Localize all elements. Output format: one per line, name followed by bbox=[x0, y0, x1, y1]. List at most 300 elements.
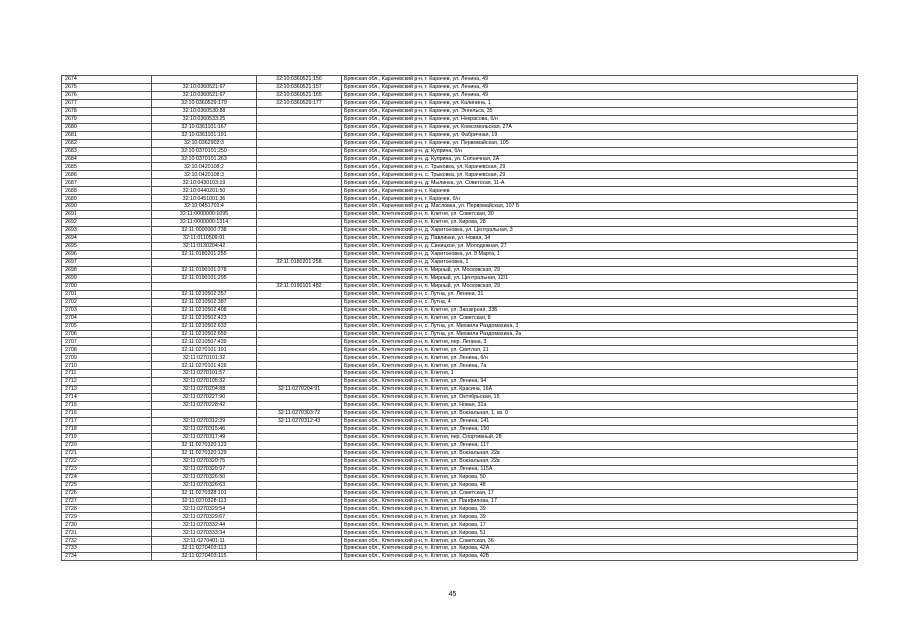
related-cadastral-number-cell bbox=[257, 250, 342, 258]
cadastral-number-cell bbox=[152, 410, 257, 418]
cadastral-number-cell: 32:11:0270328:101 bbox=[152, 489, 257, 497]
row-number-cell: 2712 bbox=[62, 378, 152, 386]
cadastral-number-cell: 32:11:0270204:88 bbox=[152, 386, 257, 394]
related-cadastral-number-cell bbox=[257, 370, 342, 378]
row-number-cell: 2732 bbox=[62, 537, 152, 545]
row-number-cell: 2730 bbox=[62, 521, 152, 529]
cadastral-number-cell: 32:10:0361101:191 bbox=[152, 131, 257, 139]
address-cell: Брянская обл., Карачевский р-н, д. Куприна, б/н bbox=[342, 147, 858, 155]
related-cadastral-number-cell bbox=[257, 219, 342, 227]
cadastral-number-cell: 32:10:0420108:3 bbox=[152, 171, 257, 179]
table-row bbox=[62, 378, 858, 386]
cadastral-number-cell: 32:11:0270317:49 bbox=[152, 433, 257, 441]
row-number-cell: 2702 bbox=[62, 298, 152, 306]
row-number-cell: 2678 bbox=[62, 107, 152, 115]
table-row bbox=[62, 417, 858, 425]
address-cell: Брянская обл., Карачевский р-н, г. Карачев bbox=[342, 187, 858, 195]
cadastral-number-cell: 32:11:0130204:42 bbox=[152, 243, 257, 251]
row-number-cell: 2690 bbox=[62, 203, 152, 211]
related-cadastral-number-cell bbox=[257, 155, 342, 163]
cadastral-number-cell: 32:11:0210502:408 bbox=[152, 306, 257, 314]
table-row bbox=[62, 505, 858, 513]
cadastral-number-cell: 32:11:0270403:115 bbox=[152, 553, 257, 561]
cadastral-number-cell: 32:11:0210502:357 bbox=[152, 290, 257, 298]
address-cell: Брянская обл., Клетнянский р-н, п. Мирный, ул. Центральная, 12/1 bbox=[342, 274, 858, 282]
related-cadastral-number-cell bbox=[257, 346, 342, 354]
cadastral-number-cell: 32:10:0361101:167 bbox=[152, 123, 257, 131]
related-cadastral-number-cell bbox=[257, 553, 342, 561]
cadastral-number-cell: 32:11:0270403:113 bbox=[152, 545, 257, 553]
table-row bbox=[62, 489, 858, 497]
row-number-cell: 2688 bbox=[62, 187, 152, 195]
related-cadastral-number-cell bbox=[257, 195, 342, 203]
row-number-cell: 2729 bbox=[62, 513, 152, 521]
address-cell: Брянская обл., Клетнянский р-н, п. Клетня, ул. Панфилова, 17 bbox=[342, 497, 858, 505]
address-cell: Брянская обл., Клетнянский р-н, д. Харитоновка, 1 bbox=[342, 258, 858, 266]
cadastral-number-cell: 32:11:0270227:90 bbox=[152, 394, 257, 402]
table-row bbox=[62, 402, 858, 410]
related-cadastral-number-cell bbox=[257, 433, 342, 441]
cadastral-number-cell: 32:11:0270401:11 bbox=[152, 537, 257, 545]
address-cell: Брянская обл., Карачевский р-н, г. Карачев, ул. Ленина, 49 bbox=[342, 91, 858, 99]
cadastral-number-cell: 32:11:0270329:54 bbox=[152, 505, 257, 513]
address-cell: Брянская обл., Карачевский р-н, д. Масловка, ул. Первомайская, 107 Б bbox=[342, 203, 858, 211]
address-cell: Брянская обл., Карачевский р-н, г. Карачев, ул. Энгельса, 35 bbox=[342, 107, 858, 115]
property-table-body bbox=[62, 76, 858, 561]
related-cadastral-number-cell bbox=[257, 274, 342, 282]
address-cell: Брянская обл., Карачевский р-н, г. Карачев, ул. Некрасова, б/н bbox=[342, 115, 858, 123]
row-number-cell: 2711 bbox=[62, 370, 152, 378]
address-cell: Брянская обл., Клетнянский р-н, п. Клетня, ул. Кирова, 42Б bbox=[342, 553, 858, 561]
cadastral-number-cell: 32:10:0360530:88 bbox=[152, 107, 257, 115]
table-row bbox=[62, 521, 858, 529]
related-cadastral-number-cell bbox=[257, 298, 342, 306]
address-cell: Брянская обл., Клетнянский р-н, п. Клетня, ул. Кирова, 39 bbox=[342, 505, 858, 513]
cadastral-number-cell: 32:11:0270228:42 bbox=[152, 402, 257, 410]
related-cadastral-number-cell bbox=[257, 187, 342, 195]
row-number-cell: 2696 bbox=[62, 250, 152, 258]
row-number-cell: 2682 bbox=[62, 139, 152, 147]
related-cadastral-number-cell bbox=[257, 449, 342, 457]
table-row bbox=[62, 441, 858, 449]
related-cadastral-number-cell bbox=[257, 131, 342, 139]
table-row bbox=[62, 354, 858, 362]
table-row bbox=[62, 553, 858, 561]
related-cadastral-number-cell bbox=[257, 497, 342, 505]
address-cell: Брянская обл., Карачевский р-н, с. Трыковка, ул. Карачевская, 29 bbox=[342, 171, 858, 179]
cadastral-number-cell: 32:10:0430103:19 bbox=[152, 179, 257, 187]
row-number-cell: 2694 bbox=[62, 235, 152, 243]
table-row bbox=[62, 211, 858, 219]
address-cell: Брянская обл., Клетнянский р-н, п. Клетня, ул. Ленина, 141 bbox=[342, 417, 858, 425]
table-row bbox=[62, 449, 858, 457]
row-number-cell: 2686 bbox=[62, 171, 152, 179]
address-cell: Брянская обл., Клетнянский р-н, п. Клетня, ул. Кирова, 42А bbox=[342, 545, 858, 553]
cadastral-number-cell: 32:11:0270333:34 bbox=[152, 529, 257, 537]
address-cell: Брянская обл., Клетнянский р-н, п. Клетня, ул. Советская, 30 bbox=[342, 211, 858, 219]
table-row bbox=[62, 107, 858, 115]
address-cell: Брянская обл., Карачевский р-н, с. Трыковка, ул. Карачевская, 29 bbox=[342, 163, 858, 171]
cadastral-number-cell: 32:11:0270320:122 bbox=[152, 441, 257, 449]
row-number-cell: 2684 bbox=[62, 155, 152, 163]
row-number-cell: 2683 bbox=[62, 147, 152, 155]
related-cadastral-number-cell bbox=[257, 235, 342, 243]
cadastral-number-cell: 32:10:0370101:263 bbox=[152, 155, 257, 163]
cadastral-number-cell: 32:11:0270332:44 bbox=[152, 521, 257, 529]
address-cell: Брянская обл., Карачевский р-н, г. Карачев, ул. Калинина, 1 bbox=[342, 99, 858, 107]
table-row bbox=[62, 433, 858, 441]
cadastral-number-cell: 32:11:0270320:97 bbox=[152, 465, 257, 473]
table-row bbox=[62, 83, 858, 91]
related-cadastral-number-cell: 32:11:0190101:482 bbox=[257, 282, 342, 290]
related-cadastral-number-cell bbox=[257, 330, 342, 338]
cadastral-number-cell bbox=[152, 76, 257, 84]
related-cadastral-number-cell bbox=[257, 473, 342, 481]
address-cell: Брянская обл., Клетнянский р-н, п. Клетня, ул. Светлая, 21 bbox=[342, 346, 858, 354]
table-row bbox=[62, 266, 858, 274]
row-number-cell: 2693 bbox=[62, 227, 152, 235]
row-number-cell: 2680 bbox=[62, 123, 152, 131]
related-cadastral-number-cell bbox=[257, 107, 342, 115]
table-row bbox=[62, 545, 858, 553]
cadastral-number-cell: 32:11:0210502:659 bbox=[152, 330, 257, 338]
related-cadastral-number-cell: 32:11:0270204:91 bbox=[257, 386, 342, 394]
cadastral-number-cell: 32:11:0270101:57 bbox=[152, 370, 257, 378]
related-cadastral-number-cell bbox=[257, 171, 342, 179]
address-cell: Брянская обл., Клетнянский р-н, п. Клетня, ул. Советская, 8 bbox=[342, 314, 858, 322]
related-cadastral-number-cell bbox=[257, 179, 342, 187]
cadastral-number-cell: 32:11:0270105:32 bbox=[152, 378, 257, 386]
cadastral-number-cell: 32:11:0190101:295 bbox=[152, 274, 257, 282]
related-cadastral-number-cell bbox=[257, 505, 342, 513]
related-cadastral-number-cell: 32:10:0360521:165 bbox=[257, 91, 342, 99]
address-cell: Брянская обл., Карачевский р-н, г. Карачев, ул. Первомайская, 105 bbox=[342, 139, 858, 147]
address-cell: Брянская обл., Клетнянский р-н, п. Мирный, ул. Московская, 29 bbox=[342, 282, 858, 290]
table-row bbox=[62, 274, 858, 282]
address-cell: Брянская обл., Карачевский р-н, г. Карачев, ул. Ленина, 49 bbox=[342, 83, 858, 91]
address-cell: Брянская обл., Клетнянский р-н, п. Клетня, ул. Советская, 17 bbox=[342, 489, 858, 497]
related-cadastral-number-cell bbox=[257, 211, 342, 219]
table-row bbox=[62, 163, 858, 171]
address-cell: Брянская обл., Клетнянский р-н, п. Клетня, ул. Вокзальная, 22в bbox=[342, 449, 858, 457]
table-row bbox=[62, 322, 858, 330]
cadastral-number-cell: 32:10:0420108:2 bbox=[152, 163, 257, 171]
cadastral-number-cell: 32:11:0210502:423 bbox=[152, 314, 257, 322]
cadastral-number-cell: 32:11:0000000:1095 bbox=[152, 211, 257, 219]
address-cell: Брянская обл., Клетнянский р-н, п. Клетня, ул. Вокзальная, 22в bbox=[342, 457, 858, 465]
cadastral-number-cell: 32:11:0270320:75 bbox=[152, 457, 257, 465]
address-cell: Брянская обл., Клетнянский р-н, п. Клетня, ул. Ленина, б/н bbox=[342, 354, 858, 362]
related-cadastral-number-cell bbox=[257, 227, 342, 235]
related-cadastral-number-cell: 32:11:0180201:258 bbox=[257, 258, 342, 266]
table-row bbox=[62, 282, 858, 290]
related-cadastral-number-cell bbox=[257, 266, 342, 274]
related-cadastral-number-cell bbox=[257, 425, 342, 433]
related-cadastral-number-cell bbox=[257, 203, 342, 211]
cadastral-number-cell bbox=[152, 258, 257, 266]
address-cell: Брянская обл., Клетнянский р-н, п. Клетня, ул. Октябрьская, 15 bbox=[342, 394, 858, 402]
row-number-cell: 2708 bbox=[62, 346, 152, 354]
row-number-cell: 2715 bbox=[62, 402, 152, 410]
related-cadastral-number-cell bbox=[257, 115, 342, 123]
row-number-cell: 2731 bbox=[62, 529, 152, 537]
row-number-cell: 2710 bbox=[62, 362, 152, 370]
cadastral-number-cell: 32:11:0270329:67 bbox=[152, 513, 257, 521]
address-cell: Брянская обл., Карачевский р-н, г. Карачев, ул. Фабричная, 19 bbox=[342, 131, 858, 139]
address-cell: Брянская обл., Клетнянский р-н, п. Клетня, ул. Вокзальная, 1, кв. 0 bbox=[342, 410, 858, 418]
table-row bbox=[62, 187, 858, 195]
cadastral-number-cell bbox=[152, 282, 257, 290]
table-row bbox=[62, 370, 858, 378]
table-row bbox=[62, 497, 858, 505]
address-cell: Брянская обл., Клетнянский р-н, д. Синицкое, ул. Молодежная, 27 bbox=[342, 243, 858, 251]
row-number-cell: 2691 bbox=[62, 211, 152, 219]
row-number-cell: 2717 bbox=[62, 417, 152, 425]
cadastral-number-cell: 32:10:0362902:3 bbox=[152, 139, 257, 147]
cadastral-number-cell: 32:10:0360521:67 bbox=[152, 91, 257, 99]
row-number-cell: 2674 bbox=[62, 76, 152, 84]
address-cell: Брянская обл., Клетнянский р-н, п. Клетня, ул. Кирова, 39 bbox=[342, 513, 858, 521]
address-cell: Брянская обл., Клетнянский р-н, п. Клетня, пер. Ленина, 3 bbox=[342, 338, 858, 346]
address-cell: Брянская обл., Клетнянский р-н, п. Клетня, ул. Ленина, 7а bbox=[342, 362, 858, 370]
address-cell: Брянская обл., Карачевский р-н, г. Карачев, б/н bbox=[342, 195, 858, 203]
row-number-cell: 2724 bbox=[62, 473, 152, 481]
table-row bbox=[62, 76, 858, 84]
table-row bbox=[62, 394, 858, 402]
related-cadastral-number-cell bbox=[257, 545, 342, 553]
table-row bbox=[62, 386, 858, 394]
property-table bbox=[61, 75, 858, 561]
address-cell: Брянская обл., Клетнянский р-н, п. Клетня, ул. Кирова, 17 bbox=[342, 521, 858, 529]
cadastral-number-cell: 32:11:0190101:278 bbox=[152, 266, 257, 274]
table-row bbox=[62, 171, 858, 179]
table-row bbox=[62, 457, 858, 465]
table-row bbox=[62, 131, 858, 139]
table-row bbox=[62, 410, 858, 418]
cadastral-number-cell: 32:11:0270326:50 bbox=[152, 473, 257, 481]
row-number-cell: 2721 bbox=[62, 449, 152, 457]
related-cadastral-number-cell: 32:10:0360521:156 bbox=[257, 76, 342, 84]
row-number-cell: 2716 bbox=[62, 410, 152, 418]
table-row bbox=[62, 513, 858, 521]
row-number-cell: 2687 bbox=[62, 179, 152, 187]
table-row bbox=[62, 481, 858, 489]
cadastral-number-cell: 32:11:0210507:439 bbox=[152, 338, 257, 346]
related-cadastral-number-cell bbox=[257, 362, 342, 370]
related-cadastral-number-cell bbox=[257, 147, 342, 155]
row-number-cell: 2718 bbox=[62, 425, 152, 433]
row-number-cell: 2689 bbox=[62, 195, 152, 203]
cadastral-number-cell: 32:10:0360521:67 bbox=[152, 83, 257, 91]
cadastral-number-cell: 32:11:0270315:46 bbox=[152, 425, 257, 433]
related-cadastral-number-cell bbox=[257, 306, 342, 314]
address-cell: Брянская обл., Клетнянский р-н, п. Клетня, ул. Кирова, 48 bbox=[342, 481, 858, 489]
cadastral-number-cell: 32:11:0180201:255 bbox=[152, 250, 257, 258]
row-number-cell: 2685 bbox=[62, 163, 152, 171]
address-cell: Брянская обл., Клетнянский р-н, п. Клетня, пер. Спортивный, 28 bbox=[342, 433, 858, 441]
address-cell: Брянская обл., Клетнянский р-н, п. Клетня, ул. Ленина, 115А bbox=[342, 465, 858, 473]
address-cell: Брянская обл., Клетнянский р-н, д. Харитоновка, ул. Центральная, 3 bbox=[342, 227, 858, 235]
table-row bbox=[62, 179, 858, 187]
table-row bbox=[62, 425, 858, 433]
row-number-cell: 2698 bbox=[62, 266, 152, 274]
address-cell: Брянская обл., Клетнянский р-н, п. Клетня, ул. Ленина, 117 bbox=[342, 441, 858, 449]
related-cadastral-number-cell: 32:10:0360529:177 bbox=[257, 99, 342, 107]
table-row bbox=[62, 258, 858, 266]
related-cadastral-number-cell bbox=[257, 378, 342, 386]
table-row bbox=[62, 243, 858, 251]
row-number-cell: 2720 bbox=[62, 441, 152, 449]
related-cadastral-number-cell bbox=[257, 481, 342, 489]
table-row bbox=[62, 298, 858, 306]
row-number-cell: 2719 bbox=[62, 433, 152, 441]
row-number-cell: 2676 bbox=[62, 91, 152, 99]
address-cell: Брянская обл., Карачевский р-н, г. Карачев, ул. Комсомольская, 27А bbox=[342, 123, 858, 131]
cadastral-number-cell: 32:11:0000000:1314 bbox=[152, 219, 257, 227]
cadastral-number-cell: 32:11:0270101:32 bbox=[152, 354, 257, 362]
cadastral-number-cell: 32:11:0270326:63 bbox=[152, 481, 257, 489]
address-cell: Брянская обл., Клетнянский р-н, п. Клетня, ул. Кирова, 51 bbox=[342, 529, 858, 537]
table-row bbox=[62, 465, 858, 473]
cadastral-number-cell: 32:10:0451701:4 bbox=[152, 203, 257, 211]
related-cadastral-number-cell bbox=[257, 290, 342, 298]
related-cadastral-number-cell bbox=[257, 139, 342, 147]
cadastral-number-cell: 32:11:0210502:387 bbox=[152, 298, 257, 306]
table-row bbox=[62, 123, 858, 131]
row-number-cell: 2692 bbox=[62, 219, 152, 227]
row-number-cell: 2714 bbox=[62, 394, 152, 402]
row-number-cell: 2706 bbox=[62, 330, 152, 338]
row-number-cell: 2679 bbox=[62, 115, 152, 123]
row-number-cell: 2681 bbox=[62, 131, 152, 139]
address-cell: Брянская обл., Клетнянский р-н, п. Клетня, ул. Ленина, 150 bbox=[342, 425, 858, 433]
related-cadastral-number-cell bbox=[257, 163, 342, 171]
table-row bbox=[62, 195, 858, 203]
table-row bbox=[62, 139, 858, 147]
related-cadastral-number-cell: 32:11:0270303:72 bbox=[257, 410, 342, 418]
row-number-cell: 2677 bbox=[62, 99, 152, 107]
address-cell: Брянская обл., Клетнянский р-н, п. Клетня, ул. Кирова, 28 bbox=[342, 219, 858, 227]
cadastral-number-cell: 32:11:0110509:91 bbox=[152, 235, 257, 243]
table-row bbox=[62, 473, 858, 481]
row-number-cell: 2713 bbox=[62, 386, 152, 394]
table-row bbox=[62, 362, 858, 370]
row-number-cell: 2704 bbox=[62, 314, 152, 322]
address-cell: Брянская обл., Клетнянский р-н, с. Лутна, 4 bbox=[342, 298, 858, 306]
related-cadastral-number-cell bbox=[257, 314, 342, 322]
row-number-cell: 2695 bbox=[62, 243, 152, 251]
table-row bbox=[62, 346, 858, 354]
row-number-cell: 2727 bbox=[62, 497, 152, 505]
row-number-cell: 2734 bbox=[62, 553, 152, 561]
row-number-cell: 2701 bbox=[62, 290, 152, 298]
row-number-cell: 2728 bbox=[62, 505, 152, 513]
row-number-cell: 2705 bbox=[62, 322, 152, 330]
table-row bbox=[62, 235, 858, 243]
cadastral-number-cell: 32:11:0270312:39 bbox=[152, 417, 257, 425]
row-number-cell: 2726 bbox=[62, 489, 152, 497]
address-cell: Брянская обл., Клетнянский р-н, п. Мирный, ул. Московская, 29 bbox=[342, 266, 858, 274]
related-cadastral-number-cell bbox=[257, 529, 342, 537]
address-cell: Брянская обл., Клетнянский р-н, п. Клетня, ул. Красина, 16А bbox=[342, 386, 858, 394]
row-number-cell: 2700 bbox=[62, 282, 152, 290]
table-row bbox=[62, 155, 858, 163]
address-cell: Брянская обл., Клетнянский р-н, д. Харитоновка, ул. 8 Марта, 1 bbox=[342, 250, 858, 258]
related-cadastral-number-cell bbox=[257, 354, 342, 362]
related-cadastral-number-cell bbox=[257, 521, 342, 529]
related-cadastral-number-cell bbox=[257, 441, 342, 449]
address-cell: Брянская обл., Карачевский р-н, д. Мылинка, ул. Советская, 11-А bbox=[342, 179, 858, 187]
page-number: 45 bbox=[448, 591, 457, 598]
related-cadastral-number-cell bbox=[257, 465, 342, 473]
row-number-cell: 2703 bbox=[62, 306, 152, 314]
related-cadastral-number-cell bbox=[257, 537, 342, 545]
address-cell: Брянская обл., Карачевский р-н, д. Куприна, ул. Солнечная, 2А bbox=[342, 155, 858, 163]
row-number-cell: 2707 bbox=[62, 338, 152, 346]
related-cadastral-number-cell: 32:11:0270312:43 bbox=[257, 417, 342, 425]
address-cell: Брянская обл., Клетнянский р-н, с. Лутна, ул. Ленина, 31 bbox=[342, 290, 858, 298]
related-cadastral-number-cell: 32:10:0360521:157 bbox=[257, 83, 342, 91]
related-cadastral-number-cell bbox=[257, 457, 342, 465]
row-number-cell: 2725 bbox=[62, 481, 152, 489]
cadastral-number-cell: 32:10:0370101:250 bbox=[152, 147, 257, 155]
address-cell: Брянская обл., Карачевский р-н, г. Карачев, ул. Ленина, 49 bbox=[342, 76, 858, 84]
related-cadastral-number-cell bbox=[257, 123, 342, 131]
cadastral-number-cell: 32:11:0210502:632 bbox=[152, 322, 257, 330]
table-row bbox=[62, 330, 858, 338]
related-cadastral-number-cell bbox=[257, 338, 342, 346]
related-cadastral-number-cell bbox=[257, 394, 342, 402]
row-number-cell: 2722 bbox=[62, 457, 152, 465]
table-row bbox=[62, 338, 858, 346]
address-cell: Брянская обл., Клетнянский р-н, п. Клетня, ул. Новая, 31а bbox=[342, 402, 858, 410]
table-row bbox=[62, 219, 858, 227]
table-row bbox=[62, 91, 858, 99]
address-cell: Брянская обл., Клетнянский р-н, п. Клетня, ул. Ленина, 94 bbox=[342, 378, 858, 386]
cadastral-number-cell: 32:10:0360533:25 bbox=[152, 115, 257, 123]
row-number-cell: 2699 bbox=[62, 274, 152, 282]
cadastral-number-cell: 32:11:0270101:426 bbox=[152, 362, 257, 370]
related-cadastral-number-cell bbox=[257, 402, 342, 410]
address-cell: Брянская обл., Клетнянский р-н, п. Клетня, ул. Заозерная, 33Б bbox=[342, 306, 858, 314]
table-row bbox=[62, 529, 858, 537]
cadastral-number-cell: 32:10:0440201:50 bbox=[152, 187, 257, 195]
cadastral-number-cell: 32:11:0000000:738 bbox=[152, 227, 257, 235]
cadastral-number-cell: 32:10:0360529:179 bbox=[152, 99, 257, 107]
table-row bbox=[62, 250, 858, 258]
cadastral-number-cell: 32:10:0451001:36 bbox=[152, 195, 257, 203]
row-number-cell: 2733 bbox=[62, 545, 152, 553]
row-number-cell: 2709 bbox=[62, 354, 152, 362]
row-number-cell: 2675 bbox=[62, 83, 152, 91]
cadastral-number-cell: 32:11:0270320:129 bbox=[152, 449, 257, 457]
cadastral-number-cell: 32:11:0270328:113 bbox=[152, 497, 257, 505]
cadastral-number-cell: 32:11:0270101:191 bbox=[152, 346, 257, 354]
related-cadastral-number-cell bbox=[257, 513, 342, 521]
related-cadastral-number-cell bbox=[257, 489, 342, 497]
address-cell: Брянская обл., Клетнянский р-н, с. Лутна, ул. Михаила Раздомахина, 2а bbox=[342, 330, 858, 338]
related-cadastral-number-cell bbox=[257, 243, 342, 251]
related-cadastral-number-cell bbox=[257, 322, 342, 330]
address-cell: Брянская обл., Клетнянский р-н, д. Павлинки, ул. Новая, 34 bbox=[342, 235, 858, 243]
address-cell: Брянская обл., Клетнянский р-н, с. Лутна, ул. Михаила Раздомахина, 3 bbox=[342, 322, 858, 330]
table-row bbox=[62, 227, 858, 235]
table-row bbox=[62, 290, 858, 298]
table-row bbox=[62, 115, 858, 123]
row-number-cell: 2697 bbox=[62, 258, 152, 266]
address-cell: Брянская обл., Клетнянский р-н, п. Клетня, 1 bbox=[342, 370, 858, 378]
table-row bbox=[62, 314, 858, 322]
